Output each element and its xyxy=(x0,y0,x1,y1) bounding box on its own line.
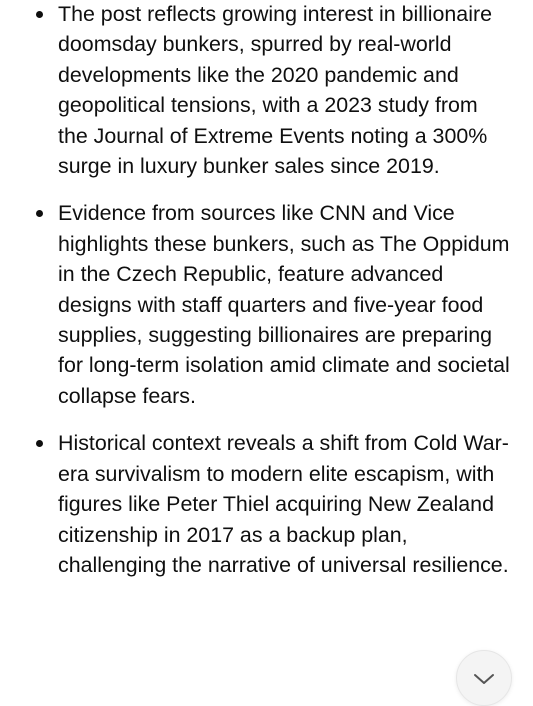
bullet-dot-icon xyxy=(36,11,43,18)
bullet-dot-icon xyxy=(36,440,43,447)
bullet-dot-icon xyxy=(36,210,43,217)
list-item xyxy=(0,198,533,411)
chevron-down-icon xyxy=(473,673,495,685)
collapse-button[interactable] xyxy=(456,650,512,706)
list-item-text: Evidence from sources like CNN and Vice highlights these bunkers, such as The Oppidum in the Czech Republic, feature advanced designs with staff quarters and five-year food supplies, suggesting billionaires are preparing for long-term isolation amid climate and societal collapse fears. xyxy=(58,201,510,408)
list-item xyxy=(0,0,533,181)
list-item xyxy=(0,428,533,580)
list-item-text: Historical context reveals a shift from Cold War-era survivalism to modern elite escapism, with figures like Peter Thiel acquiring New Zealand citizenship in 2017 as a backup plan, challenging the narrative of universal resilience. xyxy=(58,431,509,577)
list-item-text: The post reflects growing interest in billionaire doomsday bunkers, spurred by real-world developments like the 2020 pandemic and geopolitical tensions, with a 2023 study from the Journal of Extreme Events noting a 300% surge in luxury bunker sales since 2019. xyxy=(58,2,492,179)
